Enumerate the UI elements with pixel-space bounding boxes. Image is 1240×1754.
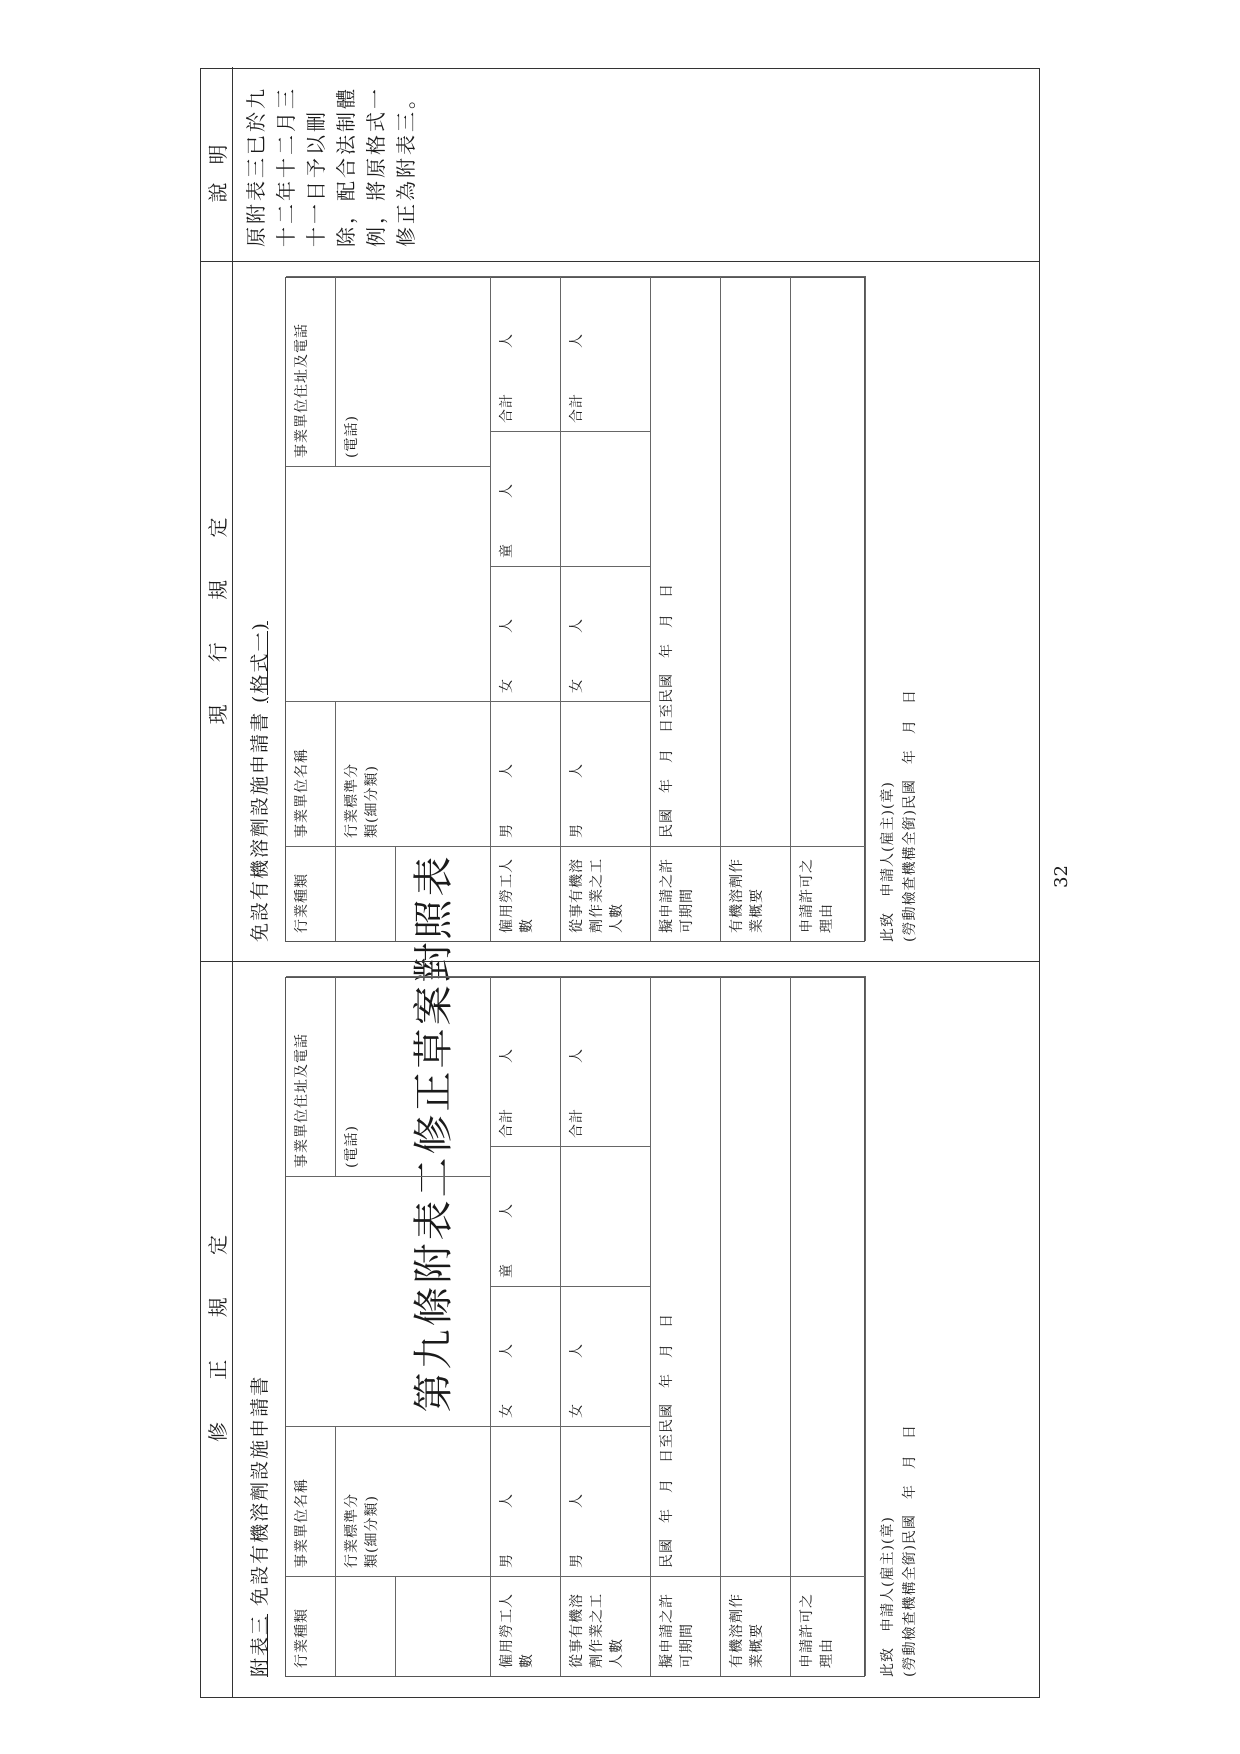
person-unit: 人 (499, 483, 515, 498)
current-form-format-tag: (格式一) (249, 621, 271, 703)
person-unit: 人 (499, 1343, 515, 1358)
comparison-table-rotated (200, 18, 1040, 1748)
person-unit: 人 (499, 763, 515, 778)
current-standard-class-value (396, 846, 491, 941)
current-organic-blank (561, 431, 651, 566)
current-company-name-label: 事業單位名稱 (286, 701, 336, 846)
revised-company-name-value (286, 1176, 491, 1426)
revised-form-title (245, 1375, 272, 1677)
female-label: 女 (569, 1403, 585, 1418)
current-period-label: 擬申請之許 可期間 (651, 846, 721, 941)
current-overview-value (721, 276, 791, 846)
revised-address-value (336, 976, 491, 1176)
page-title: 第九條附表二修正草案對照表 (410, 853, 457, 1413)
current-address-label: 事業單位住址及電話 (286, 276, 336, 466)
total-label: 合計 (569, 1108, 585, 1138)
current-form-grid (285, 277, 865, 942)
current-organic-total (561, 276, 651, 431)
person-unit: 人 (499, 1493, 515, 1508)
column-header-revised: 修 正 規 定 (201, 962, 233, 1697)
current-reason-label: 申請許可之 理由 (791, 846, 866, 941)
current-phone-label: (電話) (344, 415, 360, 458)
revised-reason-value (791, 976, 866, 1576)
current-form-name: 免設有機溶劑設施申請書 (249, 710, 271, 942)
revised-industry-value (336, 1576, 396, 1676)
revised-overview-value (721, 976, 791, 1576)
revised-period-label: 擬申請之許 可期間 (651, 1576, 721, 1676)
revised-employed-child (491, 1146, 561, 1286)
current-standard-class-label: 行業標準分 類(細分類) (336, 701, 491, 846)
male-label: 男 (569, 1553, 585, 1568)
female-label: 女 (499, 678, 515, 693)
current-overview-label: 有機溶劑作 業概要 (721, 846, 791, 941)
person-unit: 人 (569, 1048, 585, 1063)
revised-employed-label: 僱用勞工人 數 (491, 1576, 561, 1676)
person-unit: 人 (499, 333, 515, 348)
column-header-current: 現 行 規 定 (201, 262, 233, 962)
person-unit: 人 (569, 1493, 585, 1508)
revised-form-name: 免設有機溶劑設施申請書 (249, 1374, 271, 1606)
revised-organic-blank (561, 1146, 651, 1286)
revised-standard-class-label: 行業標準分 類(細分類) (336, 1426, 491, 1576)
revised-signature-line1: 此致 申請人(雇主)(章) (880, 1516, 896, 1677)
revised-form-grid (285, 977, 865, 1677)
child-label: 童 (499, 1263, 515, 1278)
person-unit: 人 (499, 1048, 515, 1063)
female-label: 女 (569, 678, 585, 693)
revised-standard-class-value (396, 1576, 491, 1676)
revised-phone-label: (電話) (344, 1125, 360, 1168)
current-employed-female (491, 566, 561, 701)
revised-organic-total (561, 976, 651, 1146)
revised-period-value: 民國 年 月 日至民國 年 月 日 (651, 976, 721, 1576)
male-label: 男 (499, 1553, 515, 1568)
current-organic-female (561, 566, 651, 701)
current-organic-male (561, 701, 651, 846)
female-label: 女 (499, 1403, 515, 1418)
person-unit: 人 (499, 1203, 515, 1218)
person-unit: 人 (499, 618, 515, 633)
current-employed-label: 僱用勞工人 數 (491, 846, 561, 941)
current-employed-male (491, 701, 561, 846)
current-signature-line2: (勞動檢查機構全銜)民國 年 月 日 (902, 689, 918, 942)
current-organic-workers-label: 從事有機溶 劑作業之工 人數 (561, 846, 651, 941)
current-form-title (245, 621, 272, 942)
revised-employed-female (491, 1286, 561, 1426)
revised-form-prefix: 附表三 (249, 1613, 271, 1677)
person-unit: 人 (569, 333, 585, 348)
male-label: 男 (499, 823, 515, 838)
current-period-value: 民國 年 月 日至民國 年 月 日 (651, 276, 721, 846)
column-divider (201, 261, 1039, 262)
person-unit: 人 (569, 763, 585, 778)
current-address-value (336, 276, 491, 466)
current-signature (877, 689, 921, 942)
revised-address-label: 事業單位住址及電話 (286, 976, 336, 1176)
current-signature-line1: 此致 申請人(雇主)(章) (880, 781, 896, 942)
total-label: 合計 (569, 393, 585, 423)
revised-company-name-label: 事業單位名稱 (286, 1426, 336, 1576)
revised-organic-workers-label: 從事有機溶 劑作業之工 人數 (561, 1576, 651, 1676)
current-industry-label: 行業種類 (286, 846, 336, 941)
page-number: 32 (1050, 865, 1072, 888)
current-employed-total (491, 276, 561, 431)
current-employed-child (491, 431, 561, 566)
revised-employed-total (491, 976, 561, 1146)
person-unit: 人 (569, 1343, 585, 1358)
column-header-explanation: 說明 (201, 67, 233, 262)
revised-industry-label: 行業種類 (286, 1576, 336, 1676)
revised-overview-label: 有機溶劑作 業概要 (721, 1576, 791, 1676)
revised-signature-line2: (勞動檢查機構全銜)民國 年 月 日 (902, 1424, 918, 1677)
person-unit: 人 (569, 618, 585, 633)
revised-organic-female (561, 1286, 651, 1426)
comparison-table (200, 68, 1040, 1698)
column-divider (201, 961, 1039, 962)
revised-reason-label: 申請許可之 理由 (791, 1576, 866, 1676)
total-label: 合計 (499, 1108, 515, 1138)
current-industry-value (336, 846, 396, 941)
current-reason-value (791, 276, 866, 846)
revised-employed-male (491, 1426, 561, 1576)
explanation-text: 原附表三已於九十二年十二月三十一日予以刪除，配合法制體例，將原格式一修正為附表三。 (244, 86, 418, 247)
revised-signature (877, 1424, 921, 1677)
revised-organic-male (561, 1426, 651, 1576)
child-label: 童 (499, 543, 515, 558)
current-company-name-value (286, 466, 491, 701)
male-label: 男 (569, 823, 585, 838)
total-label: 合計 (499, 393, 515, 423)
